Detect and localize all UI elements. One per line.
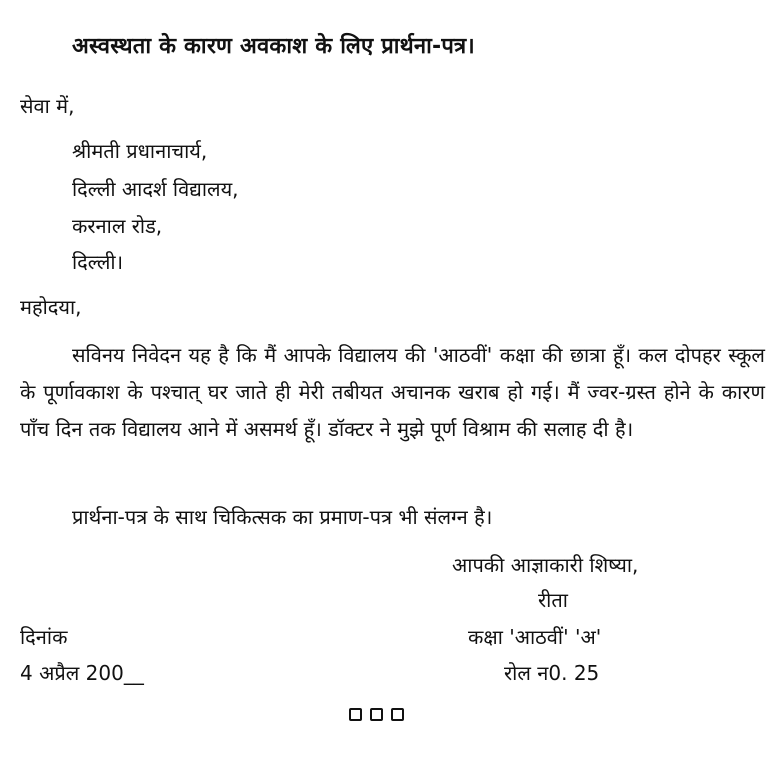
end-marks: [349, 708, 404, 721]
square-icon: [370, 708, 383, 721]
square-icon: [349, 708, 362, 721]
letter-title: अस्वस्थता के कारण अवकाश के लिए प्रार्थना-पत्र।: [72, 34, 475, 59]
body-paragraph-2: प्रार्थना-पत्र के साथ चिकित्सक का प्रमाण-पत्र भी संलग्न है।: [72, 505, 493, 529]
sender-class: कक्षा 'आठवीं' 'अ': [468, 625, 602, 649]
date-label: दिनांक: [20, 625, 68, 649]
address-line: दिल्ली।: [72, 250, 124, 274]
body-paragraph-1-text: सविनय निवेदन यह है कि मैं आपके विद्यालय की 'आठवीं' कक्षा की छात्रा हूँ। कल दोपहर स्कूल के पूर्णावकाश के पश्चात् घर जाते ही मेरी तबीयत अचानक खराब हो गई। मैं ज्वर-ग्रस्त होने के कारण पाँच दिन तक विद्यालय आने में असमर्थ हूँ। डॉक्टर ने मुझे पूर्ण विश्राम की सलाह दी है।: [20, 343, 765, 441]
square-icon: [391, 708, 404, 721]
sender-roll-number: रोल न0. 25: [504, 661, 600, 685]
salutation: सेवा में,: [20, 94, 75, 118]
address-line: दिल्ली आदर्श विद्यालय,: [72, 177, 239, 201]
greeting: महोदया,: [20, 295, 82, 319]
sender-name: रीता: [538, 588, 568, 612]
date-value: 4 अप्रैल 200__: [20, 661, 144, 685]
address-line: करनाल रोड,: [72, 214, 163, 238]
body-paragraph-1: [20, 337, 765, 448]
closing-line: आपकी आज्ञाकारी शिष्या,: [452, 553, 639, 577]
address-line: श्रीमती प्रधानाचार्य,: [72, 139, 208, 163]
